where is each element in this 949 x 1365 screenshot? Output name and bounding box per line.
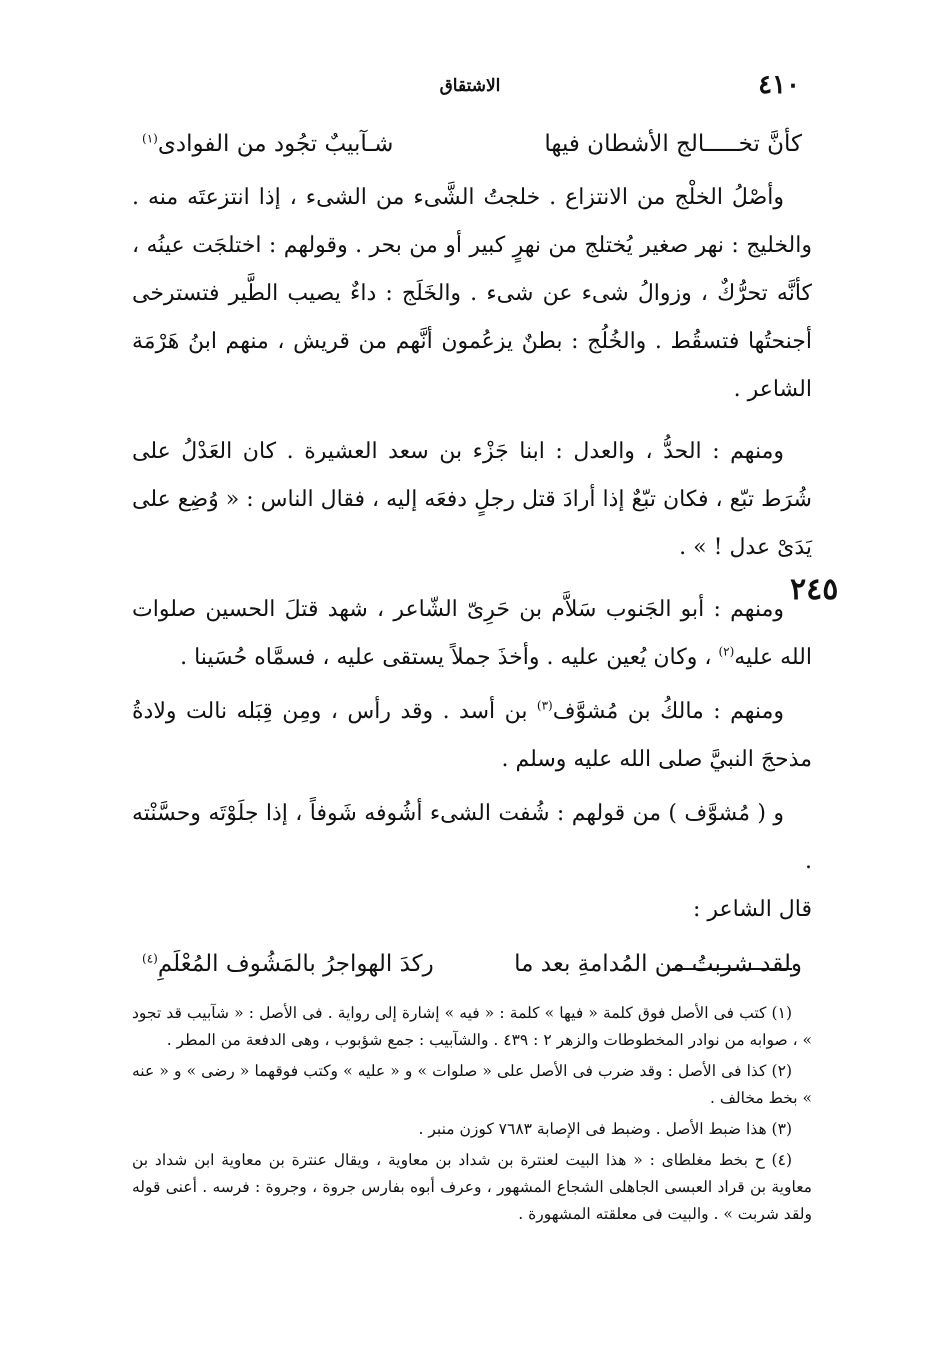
paragraph-khalj: وأصْلُ الخلْج من الانتزاع . خلجتُ الشَّىء من الشىء ، إذا انتزعتَه منه . والخليج : نهر صغير يُختلج من نهرٍ كبير أو من بحر . وقولهم : اختلجَت عينُه ، كأنَّه تحرُّكٌ ، وزوالُ شىء عن شىء . والخَلَج : داءٌ يصيب الطَّير فتسترخى أجنحتُها فتسقُط . والخُلُج : بطنٌ يزعُمون أنَّهم من قريش ، منهم ابنُ هَرْمَة الشاعر . [132, 185, 812, 402]
main-text [132, 120, 812, 988]
footnote: (٣) هذا ضبط الأصل . وضبط فى الإصابة ٧٦٨٣ كوزن منبر . [418, 1120, 792, 1138]
verse-first-hemistich: كأنَّ تخـــــالج الأشطان فيها [544, 131, 802, 157]
footnote: (١) كتب فى الأصل فوق كلمة « فيها » كلمة : « فيه » إشارة إلى رواية . فى الأصل : « شآبيب قد تجود » ، صوابه من نوادر المخطوطات والزهر ٢ : ٤٣٩ . والشآبيب : جمع شؤبوب ، وهى الدفعة من المطر . [132, 1004, 812, 1049]
paragraph-abu-al-janub [132, 586, 812, 682]
paragraph-adl: ومنهم : الحدُّ ، والعدل : ابنا جَزْء بن سعد العشيرة . كان العَدْلُ على شُرَط تبّع ، فكان تبّعٌ إذا أرادَ قتل رجلٍ دفعَه إليه ، فقال الناس : « وُضِع على يَدَىْ عدل ! » . [132, 439, 812, 560]
verse-line [132, 120, 812, 168]
verse-line [132, 940, 812, 988]
paragraph-mushawwaf: و ( مُشوَّف ) من قولهم : شُفت الشىء أشُوفه شَوفاً ، إذا جلَوْتَه وحسَّنْته . [132, 801, 812, 874]
footnote-divider [672, 968, 792, 970]
verse-second-hemistich [142, 940, 434, 988]
verse-second-hemistich-text: ركدَ الهواجرُ بالمَشُوف المُعْلَمِ [157, 951, 434, 977]
paragraph-text: ومنهم : مالكُ بن مُشوَّف [552, 699, 784, 724]
footnote-marker: (٢) [718, 644, 735, 659]
paragraph-poet-intro: قال الشاعر : [692, 897, 812, 922]
footnotes [132, 1000, 812, 1232]
verse-first-hemistich: ولقد شربتُ من المُدامةِ بعد ما [514, 951, 802, 977]
footnote: (٢) كذا فى الأصل : وقد ضرب فى الأصل على « صلوات » و « عليه » وكتب فوقهما « رضى » و « عنه » بخط مخالف . [132, 1062, 812, 1107]
page-number: ٤١٠ [758, 70, 800, 100]
footnote-marker: (٤) [142, 951, 158, 966]
footnote: (٤) ح بخط مغلطاى : « هذا البيت لعنترة بن شداد بن معاوية ، ويقال عنترة بن معاوية ابن شداد بن معاوية بن قراد العبسى الجاهلى الشجاع المشهور ، وعرف أبوه بفارس جروة ، وجروة : فرسه . أعنى قوله ولقد شربت » . والبيت فى معلقته المشهورة . [132, 1151, 812, 1223]
running-title: الاشتقاق [439, 76, 501, 96]
footnote-marker: (٣) [536, 698, 553, 713]
paragraph-malik [132, 688, 812, 784]
paragraph-text: بن أسد . وقد رأس ، ومِن قِبَله نالت ولادةُ مذحجَ النبيَّ صلى الله عليه وسلم . [132, 699, 812, 772]
verse-second-hemistich-text: شـآبيبٌ تجُود من الفوادى [157, 131, 394, 157]
page-header [130, 70, 810, 110]
entry-number: ٢٤٥ [790, 572, 839, 607]
paragraph-text: ، وكان يُعين عليه . وأخذَ جملاً يستقى عليه ، فسمَّاه حُسَينا . [180, 645, 719, 670]
footnote-marker: (١) [142, 131, 158, 146]
verse-second-hemistich [142, 120, 393, 168]
paragraph-text: ومنهم : أبو الجَنوب سَلاَّم بن حَرِىّ الشّاعر ، شهد قتلَ الحسين صلوات الله عليه [132, 597, 812, 670]
